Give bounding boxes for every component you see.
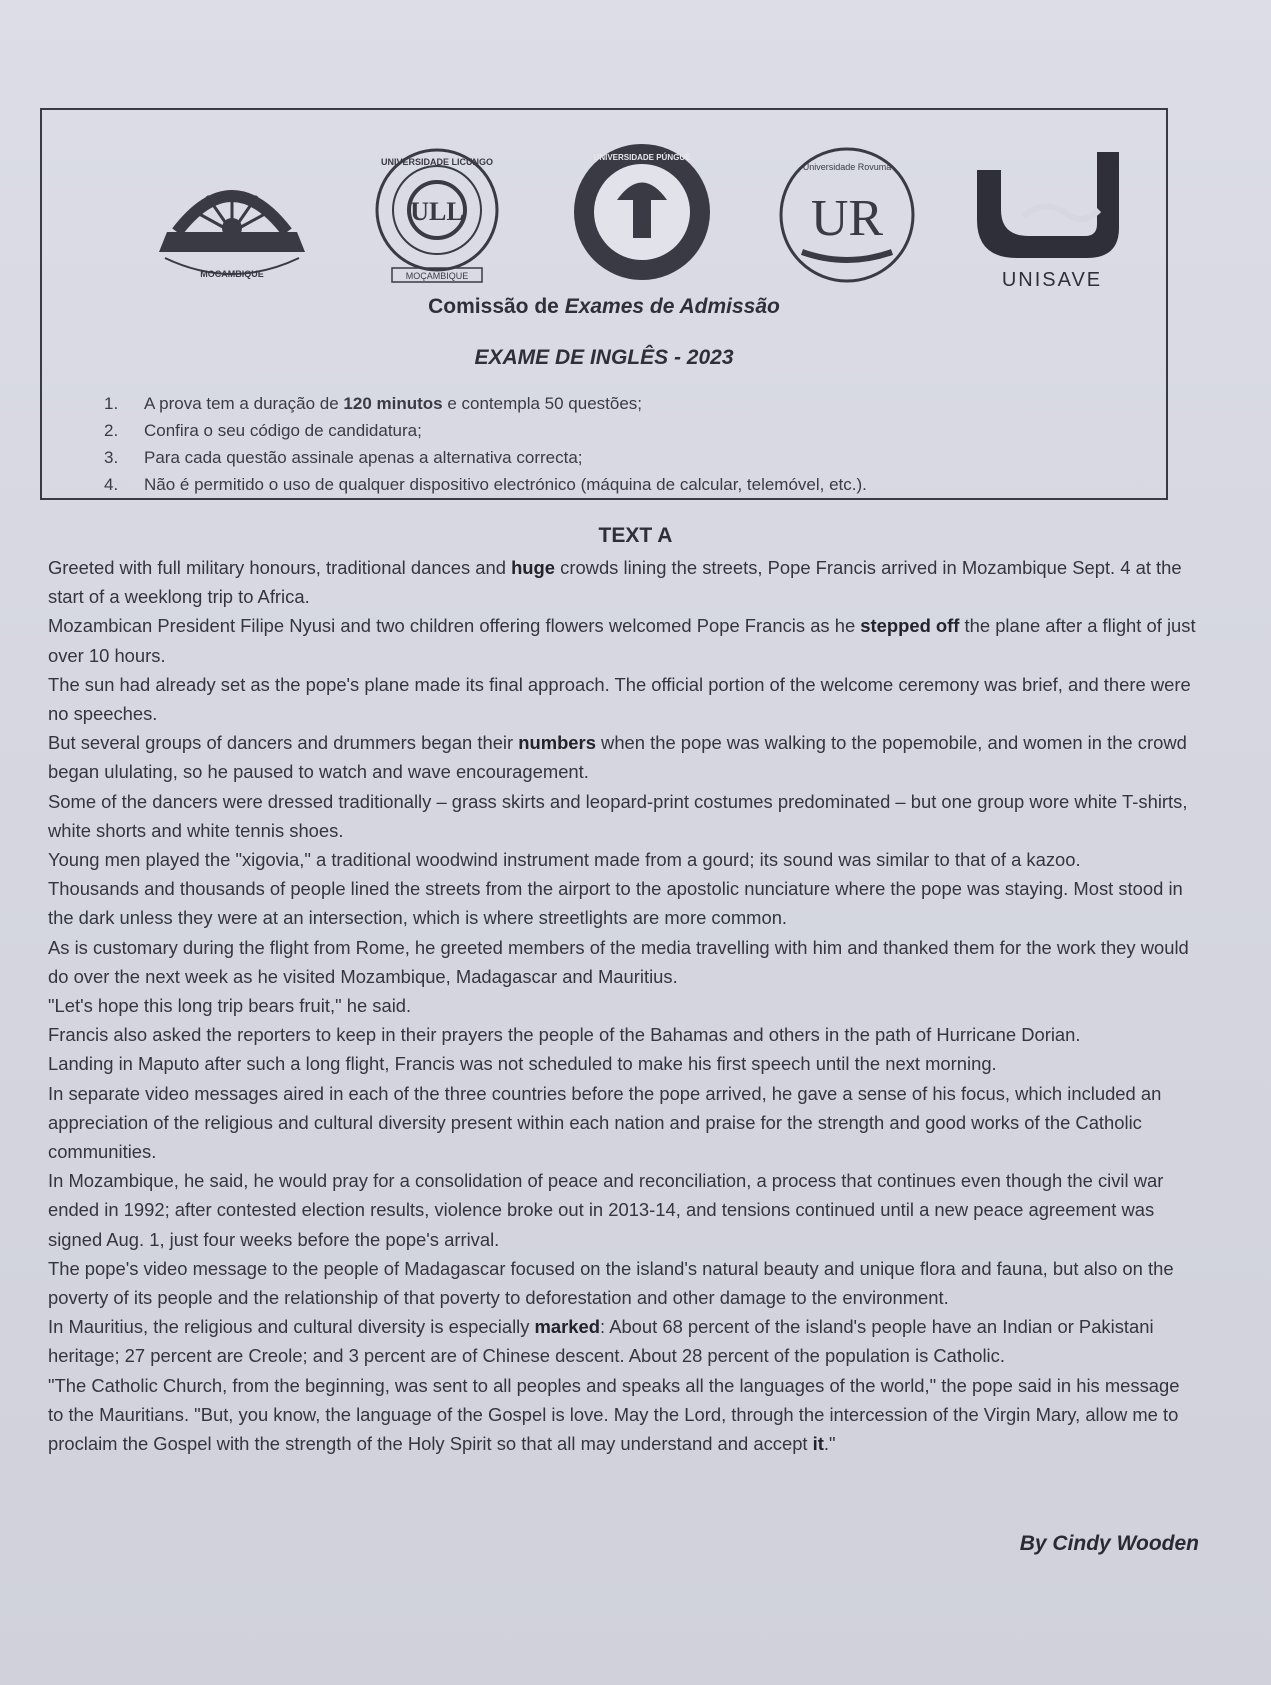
rule-text: Confira o seu código de candidatura; <box>144 421 422 440</box>
rule-number: 1. <box>104 394 119 413</box>
exam-rule <box>104 471 867 498</box>
unilicungo-logo-text: UNIVERSIDADE LICUNGO <box>380 157 494 167</box>
paragraph-text: Mozambican President Filipe Nyusi and two children offering flowers welcomed Pope Francis as he <box>48 615 861 637</box>
article-paragraph <box>48 1079 1198 1167</box>
ump-seal-icon <box>147 140 317 290</box>
unipungue-logo-text: UNIVERSIDADE PÚNGUÈ <box>593 153 691 162</box>
text-a-article <box>48 553 1198 1458</box>
highlighted-word: numbers <box>518 732 596 754</box>
article-paragraph <box>48 611 1198 669</box>
article-paragraph <box>48 1166 1198 1254</box>
rule-bold: 120 minutos <box>343 394 443 413</box>
paragraph-text-end: crowds lining the streets, Pope Francis arrived in Mozambique Sept. 4 at the start of a weeklong trip to Africa. <box>48 557 1182 608</box>
article-paragraph <box>48 553 1198 611</box>
exam-rule <box>104 444 867 471</box>
paragraph-text: Francis also asked the reporters to keep in their prayers the people of the Bahamas and others in the path of Hurricane Dorian. <box>48 1024 1081 1046</box>
article-paragraph <box>48 874 1198 932</box>
rule-text: Para cada questão assinale apenas a alternativa correcta; <box>144 448 583 467</box>
unilicungo-seal-icon <box>352 140 522 290</box>
unirovuma-seal-icon <box>762 140 932 290</box>
exam-rule <box>104 390 867 417</box>
exam-header-box <box>40 108 1168 500</box>
paragraph-text: Young men played the "xigovia," a traditional woodwind instrument made from a gourd; its sound was similar to that of a kazoo. <box>48 849 1081 871</box>
paragraph-text: Greeted with full military honours, traditional dances and <box>48 557 512 578</box>
paragraph-text: The pope's video message to the people of Madagascar focused on the island's natural beauty and unique flora and fauna, but also on the poverty of its people and the relationship of that poverty to deforestation and other damage to the environment. <box>48 1257 1174 1309</box>
paragraph-text: Some of the dancers were dressed traditionally – grass skirts and leopard-print costumes predominated – but one group wore white T-shirts, white shorts and white tennis shoes. <box>48 790 1188 841</box>
paragraph-text: As is customary during the flight from Rome, he greeted members of the media travelling with him and thanked them for the work they would do over the next week as he visited Mozambique, Madagascar and Mauritius. <box>48 936 1189 987</box>
commission-plain: Comissão de <box>428 295 565 318</box>
unipungue-seal-icon <box>557 140 727 290</box>
article-paragraph <box>48 845 1198 874</box>
text-a-title: TEXT A <box>598 524 673 547</box>
article-paragraph <box>48 1049 1198 1078</box>
rule-text: Não é permitido o uso de qualquer dispositivo electrónico (máquina de calcular, telemóvel, etc.). <box>144 475 867 494</box>
rule-text: A prova tem a duração de <box>144 394 344 413</box>
svg-text:ULL: ULL <box>410 197 464 226</box>
paragraph-text: The sun had already set as the pope's plane made its final approach. The official portion of the welcome ceremony was brief, and there were no speeches. <box>48 673 1191 725</box>
paragraph-text-end: : About 68 percent of the island's people have an Indian or Pakistani heritage; 27 percent are Creole; and 3 percent are of Chinese descent. About 28 percent of the population is Catholic. <box>48 1316 1154 1367</box>
unisave-logo-text: UNISAVE <box>1001 269 1103 290</box>
paragraph-text: In Mozambique, he said, he would pray for a consolidation of peace and reconciliation, a process that continues even though the civil war ended in 1992; after contested election results, violence broke out in 2013-14, and tensions continued until a new peace agreement was signed Aug. 1, just four weeks before the pope's arrival. <box>48 1170 1164 1250</box>
article-paragraph <box>48 991 1198 1020</box>
ump-logo-text: MOCAMBIQUE <box>200 269 264 279</box>
article-paragraph <box>48 1254 1198 1312</box>
article-paragraph <box>48 670 1198 728</box>
paragraph-text-end: ." <box>823 1433 836 1455</box>
paragraph-text: "Let's hope this long trip bears fruit," he said. <box>48 995 412 1017</box>
paragraph-text: In Mauritius, the religious and cultural diversity is especially <box>48 1316 535 1338</box>
article-paragraph <box>48 1312 1198 1370</box>
exam-commission <box>42 295 1166 319</box>
paragraph-text: But several groups of dancers and drummers began their <box>48 732 519 754</box>
article-paragraph <box>48 1020 1198 1049</box>
university-logos <box>102 140 1102 290</box>
svg-text:UR: UR <box>810 190 884 247</box>
highlighted-word: huge <box>511 557 556 578</box>
commission-italic: Exames de Admissão <box>564 295 780 318</box>
article-byline: By Cindy Wooden <box>1019 1532 1199 1555</box>
article-paragraph <box>48 787 1198 845</box>
article-paragraph <box>48 728 1198 786</box>
exam-title: EXAME DE INGLÊS - 2023 <box>474 346 734 369</box>
rule-number: 3. <box>104 448 119 467</box>
rule-number: 2. <box>104 421 119 440</box>
paragraph-text: In separate video messages aired in each of the three countries before the pope arrived, he gave a sense of his focus, which included an appreciation of the religious and cultural diversity present within each nation and praise for the strength and good works of the Catholic communities. <box>48 1082 1162 1163</box>
unisave-logo-icon <box>967 140 1137 290</box>
exam-rules-list <box>104 390 867 498</box>
rule-text-end: e contempla 50 questões; <box>442 394 643 413</box>
article-paragraph <box>48 933 1198 991</box>
exam-rule <box>104 417 867 444</box>
paragraph-text: Landing in Maputo after such a long flight, Francis was not scheduled to make his first speech until the next morning. <box>48 1053 997 1075</box>
paragraph-text-end: when the pope was walking to the popemobile, and women in the crowd began ululating, so he paused to watch and wave encouragement. <box>48 732 1187 783</box>
paragraph-text: "The Catholic Church, from the beginning, was sent to all peoples and speaks all the languages of the world," the pope said in his message to the Mauritians. "But, you know, the language of the Gospel is love. May the Lord, through the intercession of the Virgin Mary, allow me to proclaim the Gospel with the strength of the Holy Spirit so that all may understand and accept <box>48 1374 1180 1455</box>
highlighted-word: it <box>812 1433 824 1455</box>
article-paragraph <box>48 1371 1198 1459</box>
paragraph-text-end: the plane after a flight of just over 10 hours. <box>48 615 1196 666</box>
rule-number: 4. <box>104 475 119 494</box>
highlighted-word: marked <box>534 1316 600 1338</box>
unilicungo-logo-subtext: MOÇAMBIQUE <box>405 271 469 281</box>
paragraph-text: Thousands and thousands of people lined the streets from the airport to the apostolic nunciature where the pope was staying. Most stood in the dark unless they were at an intersection, which is where streetlights are more common. <box>48 878 1183 929</box>
unirovuma-logo-text: Universidade Rovuma <box>802 162 892 172</box>
highlighted-word: stepped off <box>860 615 960 637</box>
